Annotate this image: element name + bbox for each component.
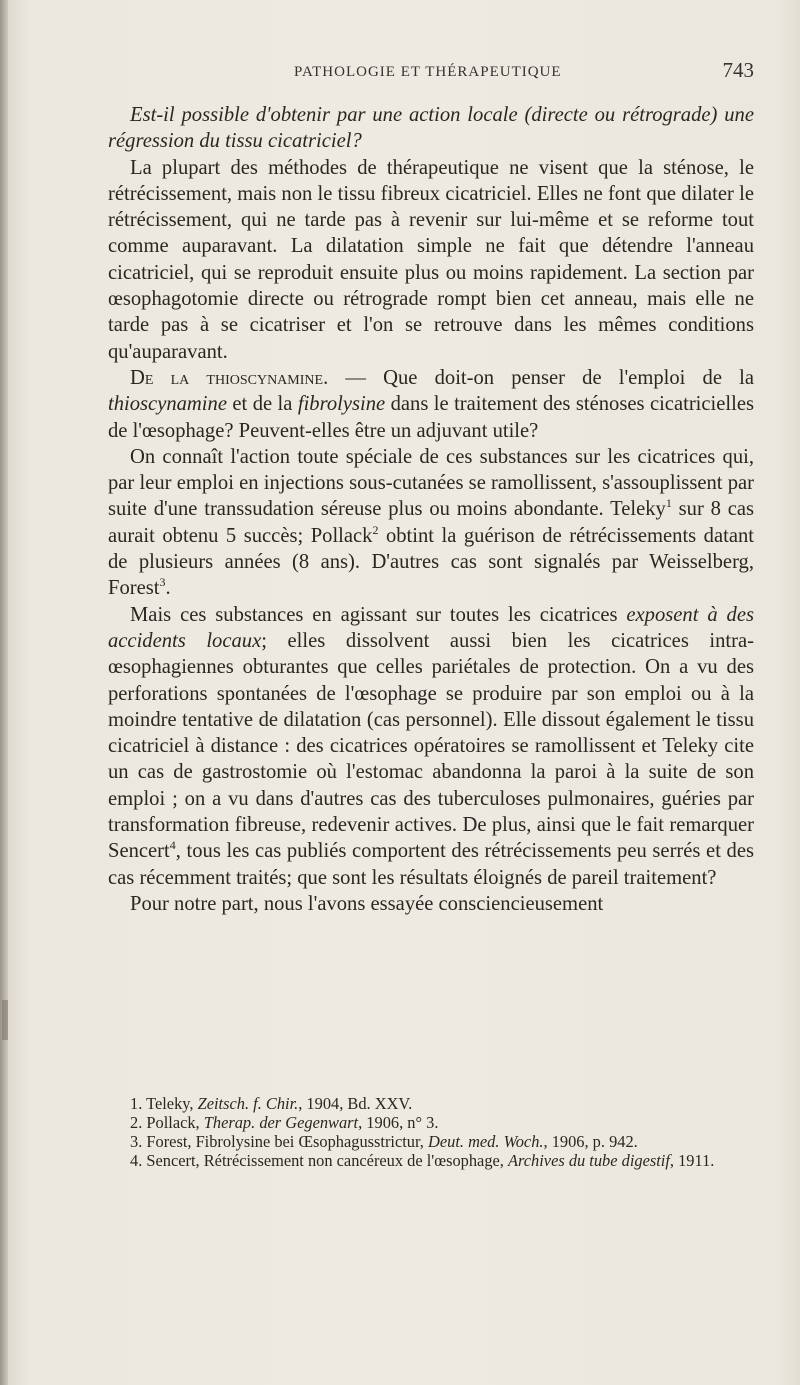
text-run: ; elles dissolvent aussi bien les cicatrices intra-œsophagiennes obturantes que celles pariétales de protection. On a vu des perforations spontanées de l'œsophage se produire par son emploi ou à la moindre tentative de dilatation (cas personnel). Elle dissout également le tissu cicatriciel à distance : des cicatrices opératoires se ramollissent et Teleky cite un cas de gastrostomie où l'estomac abandonna la paroi à la suite de son emploi ; on a vu dans d'autres cas des tuberculoses pulmonaires, guéries par transformation fibreuse, redevenir actives. De plus, ainsi que le fait remarquer Sencert <box>108 629 754 863</box>
thioscynamine-term: thioscynamine <box>108 393 227 416</box>
emphasis-text: exposent à des accidents locaux <box>108 603 754 652</box>
citation-title: Zeitsch. f. Chir. <box>197 1094 299 1113</box>
text-run: obtint la guérison de rétrécissements datant de plusieurs années (8 ans). D'autres cas sont signalés par Weisselberg, Forest <box>108 524 754 600</box>
ink-smudge <box>2 1000 8 1040</box>
text-run: , 1911. <box>669 1151 715 1170</box>
text-run: , 1906, n° 3. <box>358 1113 439 1132</box>
paragraph-1: La plupart des méthodes de thérapeutique ne visent que la sténose, le rétrécissement, mais non le tissu fibreux cicatriciel. Elles ne font que dilater le rétrécissement, qui ne tarde pas à revenir sur lui-même et se reforme tout comme auparavant. La dilatation simple ne fait que détendre l'anneau cicatriciel, qui se reproduit ensuite plus ou moins rapidement. La section par œsophagotomie directe ou rétrograde rompt bien cet anneau, mais elle ne tarde pas à se cicatriser et l'on se retrouve dans les mêmes conditions qu'auparavant. <box>108 156 754 363</box>
text-run: Pollack, <box>142 1113 204 1132</box>
footnote-number: 4. <box>130 1151 143 1170</box>
text-run: . <box>165 577 171 600</box>
text-run: , tous les cas publiés comportent des rétrécissements peu serrés et des cas récemment traités; que sont les résultats éloignés de pareil traitement? <box>108 840 754 889</box>
footnote-ref-3: 3 <box>159 575 166 590</box>
footnote <box>108 1151 754 1170</box>
running-title: PATHOLOGIE ET THÉRAPEUTIQUE <box>294 64 562 80</box>
text-run: , 1906, p. 942. <box>543 1132 638 1151</box>
page-number: 743 <box>722 58 754 82</box>
footnote-ref-1: 1 <box>665 496 672 511</box>
footnote-ref-2: 2 <box>372 522 379 537</box>
footnote-number: 3. <box>130 1132 143 1151</box>
footnotes <box>108 1094 754 1170</box>
footnote <box>108 1132 754 1151</box>
footnote-ref-4: 4 <box>169 838 176 853</box>
section-heading: De la thioscynamine. <box>130 366 329 389</box>
text-run: et de la <box>226 393 298 416</box>
footnote <box>108 1113 754 1132</box>
question-paragraph <box>108 102 754 155</box>
citation-title: Therap. der Gegenwart <box>203 1113 359 1132</box>
text-run: Teleky, <box>142 1094 198 1113</box>
text-run: sur 8 cas aurait obtenu 5 succès; Pollack <box>108 498 754 547</box>
paragraph-4 <box>108 602 754 891</box>
paragraph-5: Pour notre part, nous l'avons essayée consciencieusement <box>130 892 604 915</box>
text-run: Mais ces substances en agissant sur toutes les cicatrices <box>130 603 627 626</box>
text-run: dans le traitement des sténoses cicatricielles de l'œsophage? Peuvent-elles être un adjuvant utile? <box>108 393 754 442</box>
text-run: , 1904, Bd. XXV. <box>298 1094 413 1113</box>
footnote-number: 2. <box>130 1113 143 1132</box>
body-text <box>108 102 754 917</box>
text-run: Forest, Fibrolysine bei Œsophagusstrictur, <box>142 1132 429 1151</box>
citation-title: Deut. med. Woch. <box>428 1132 544 1151</box>
paragraph-2 <box>108 365 754 444</box>
text-run: On connaît l'action toute spéciale de ces substances sur les cicatrices qui, par leur emploi en injections sous-cutanées se ramollissent, s'assouplissent par suite d'une transsudation séreuse plus ou moins abondante. Teleky <box>108 445 754 521</box>
footnote <box>108 1094 754 1113</box>
paragraph-3 <box>108 444 754 602</box>
binding-edge <box>0 0 8 1385</box>
page-header <box>108 58 754 88</box>
text-run: Sencert, Rétrécissement non cancéreux de l'œsophage, <box>142 1151 508 1170</box>
fibrolysine-term: fibrolysine <box>297 393 386 416</box>
text-run: — Que doit-on penser de l'emploi de la <box>328 366 754 389</box>
citation-title: Archives du tube digestif <box>507 1151 670 1170</box>
footnote-number: 1. <box>130 1094 143 1113</box>
question-text: Est-il possible d'obtenir par une action locale (directe ou rétrograde) une régression du tissu cicatriciel? <box>108 104 754 153</box>
